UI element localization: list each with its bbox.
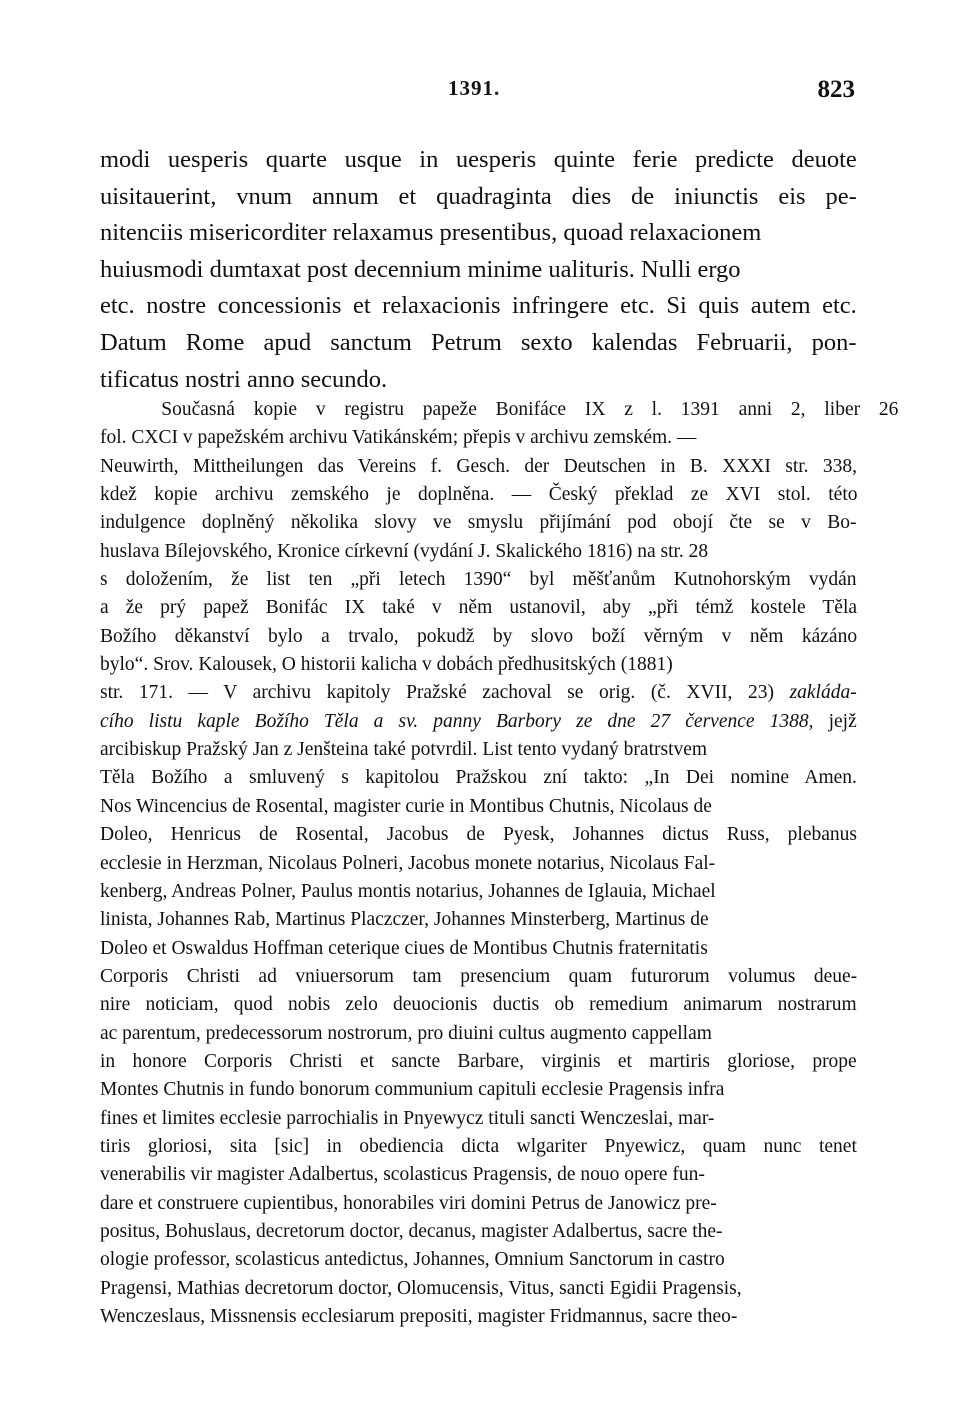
commentary-line: [100, 793, 857, 821]
line-text: kenberg, Andreas Polner, Paulus montis notarius, Johannes de Iglauia, Michael: [100, 880, 716, 902]
commentary-line: [100, 1218, 857, 1246]
line-text: Současná kopie v registru papeže Bonifáce IX z l. 1391 anni 2, liber 26: [100, 399, 899, 420]
line-text: arcibiskup Pražský Jan z Jenšteina také potvrdil. List tento vydaný bratrstvem: [100, 739, 708, 761]
line-text: nitenciis misericorditer relaxamus presentibus, quoad relaxacionem: [100, 219, 762, 247]
line-text: dare et construere cupientibus, honorabiles viri domini Petrus de Janowicz pre-: [100, 1192, 717, 1214]
commentary-line: [100, 1133, 857, 1161]
line-text: bylo“. Srov. Kalousek, O historii kalicha v dobách předhusitských (1881): [100, 654, 673, 676]
commentary-line: [100, 679, 857, 707]
commentary-line: [100, 764, 857, 792]
line-text: ecclesie in Herzman, Nicolaus Polneri, Jacobus monete notarius, Nicolaus Fal-: [100, 852, 716, 874]
commentary-block: [100, 396, 899, 1331]
commentary-line: [100, 736, 857, 764]
commentary-line: [100, 424, 857, 452]
line-text: Božího děkanství bylo a trvalo, pokudž by slovo boží věrným v něm kázáno: [100, 625, 858, 647]
line-text: Doleo et Oswaldus Hoffman ceterique ciues de Montibus Chutnis fraternitatis: [100, 937, 708, 959]
commentary-line: [100, 1161, 857, 1189]
line-text: linista, Johannes Rab, Martinus Placzczer, Johannes Minsterberg, Martinus de: [100, 909, 709, 931]
commentary-line: [100, 991, 857, 1019]
main-text-block: [100, 142, 857, 398]
page-number: 823: [817, 76, 855, 103]
line-text: venerabilis vir magister Adalbertus, scolasticus Pragensis, de nouo opere fun-: [100, 1164, 705, 1186]
line-text: modi uesperis quarte usque in uesperis quinte ferie predicte deuote: [100, 146, 857, 173]
line-text: Wenczeslaus, Missnensis ecclesiarum prepositi, magister Fridmannus, sacre theo-: [100, 1306, 738, 1327]
commentary-line: [100, 1275, 857, 1303]
line-text: Nos Wincencius de Rosental, magister curie in Montibus Chutnis, Nicolaus de: [100, 795, 712, 817]
commentary-line: [100, 963, 857, 991]
commentary-line: [100, 623, 857, 651]
commentary-line: [100, 708, 857, 736]
line-text: nire noticiam, quod nobis zelo deuocionis ductis ob remedium animarum nostrarum: [100, 994, 857, 1016]
commentary-line: [100, 538, 857, 566]
commentary-line: [100, 566, 857, 594]
commentary-line: [100, 651, 857, 679]
commentary-line: [100, 509, 857, 537]
line-text: Montes Chutnis in fundo bonorum communium capituli ecclesie Pragensis infra: [100, 1079, 725, 1101]
commentary-line: [100, 935, 857, 963]
commentary-line: [100, 1190, 857, 1218]
main-text-line: [100, 179, 857, 216]
commentary-line: [100, 594, 857, 622]
line-tail-text: jejž: [813, 710, 857, 732]
line-text: huslava Bílejovského, Kronice církevní (vydání J. Skalického 1816) na str. 28: [100, 540, 709, 562]
running-head-year: 1391.: [448, 76, 501, 100]
line-text: fol. CXCI v papežském archivu Vatikánském; přepis v archivu zemském. —: [100, 427, 697, 449]
commentary-line: [100, 1076, 857, 1104]
line-text: kdež kopie archivu zemského je doplněna. — Český překlad ze XVI stol. této: [100, 484, 858, 506]
commentary-line: [100, 1303, 857, 1331]
line-text: ologie professor, scolasticus antedictus, Johannes, Omnium Sanctorum in castro: [100, 1249, 725, 1271]
line-text: str. 171. — V archivu kapitoly Pražské zachoval se orig. (č. XVII, 23): [100, 682, 790, 704]
line-text: huiusmodi dumtaxat post decennium minime ualituris. Nulli ergo: [100, 255, 741, 283]
line-italic-text: zakláda-: [789, 682, 857, 704]
commentary-line: [100, 906, 857, 934]
main-text-line: [100, 362, 857, 399]
line-text: indulgence doplněný několika slovy ve smyslu přijímání pod obojí čte se v Bo-: [100, 512, 857, 534]
commentary-line: [100, 396, 899, 424]
commentary-line: [100, 1246, 857, 1274]
line-text: ac parentum, predecessorum nostrorum, pro diuini cultus augmento cappellam: [100, 1022, 712, 1044]
line-text: tiris gloriosi, sita [sic] in obediencia dicta wlgariter Pnyewicz, quam nunc tenet: [100, 1135, 857, 1157]
line-text: etc. nostre concessionis et relaxacionis infringere etc. Si quis autem etc.: [100, 292, 857, 320]
line-text: Pragensi, Mathias decretorum doctor, Olomucensis, Vitus, sancti Egidii Pragensis,: [100, 1277, 742, 1299]
commentary-line: [100, 1048, 857, 1076]
line-text: in honore Corporis Christi et sancte Barbare, virginis et martiris gloriose, prope: [100, 1050, 857, 1072]
commentary-line: [100, 850, 857, 878]
line-text: a že prý papež Bonifác IX také v něm ustanovil, aby „při témž kostele Těla: [100, 597, 858, 619]
line-text: uisitauerint, vnum annum et quadraginta dies de iniunctis eis pe-: [100, 182, 857, 210]
line-text: Neuwirth, Mittheilungen das Vereins f. Gesch. der Deutschen in B. XXXI str. 338,: [100, 455, 858, 477]
line-text: positus, Bohuslaus, decretorum doctor, decanus, magister Adalbertus, sacre the-: [100, 1220, 723, 1242]
line-text: Corporis Christi ad vniuersorum tam presencium quam futurorum volumus deue-: [100, 965, 858, 987]
line-italic-text: cího listu kaple Božího Těla a sv. panny Barbory ze dne 27 července 1388,: [100, 710, 814, 732]
commentary-line: [100, 878, 857, 906]
main-text-line: [100, 142, 857, 179]
commentary-line: [100, 481, 857, 509]
page-header: [100, 76, 855, 108]
line-text: Datum Rome apud sanctum Petrum sexto kalendas Februarii, pon-: [100, 328, 857, 356]
line-text: fines et limites ecclesie parrochialis in Pnyewycz tituli sancti Wenczeslai, mar-: [100, 1107, 715, 1129]
main-text-line: [100, 252, 857, 289]
commentary-line: [100, 1105, 857, 1133]
main-text-line: [100, 288, 857, 325]
main-text-line: [100, 215, 857, 252]
commentary-line: [100, 821, 857, 849]
line-text: tificatus nostri anno secundo.: [100, 365, 388, 393]
commentary-line: [100, 1020, 857, 1048]
line-text: Těla Božího a smluvený s kapitolou Pražskou zní takto: „In Dei nomine Amen.: [100, 767, 857, 789]
line-text: s doložením, že list ten „při letech 1390“ byl měšťanům Kutnohorským vydán: [100, 569, 857, 591]
main-text-line: [100, 325, 857, 362]
commentary-line: [100, 453, 857, 481]
line-text: Doleo, Henricus de Rosental, Jacobus de Pyesk, Johannes dictus Russ, plebanus: [100, 824, 857, 846]
